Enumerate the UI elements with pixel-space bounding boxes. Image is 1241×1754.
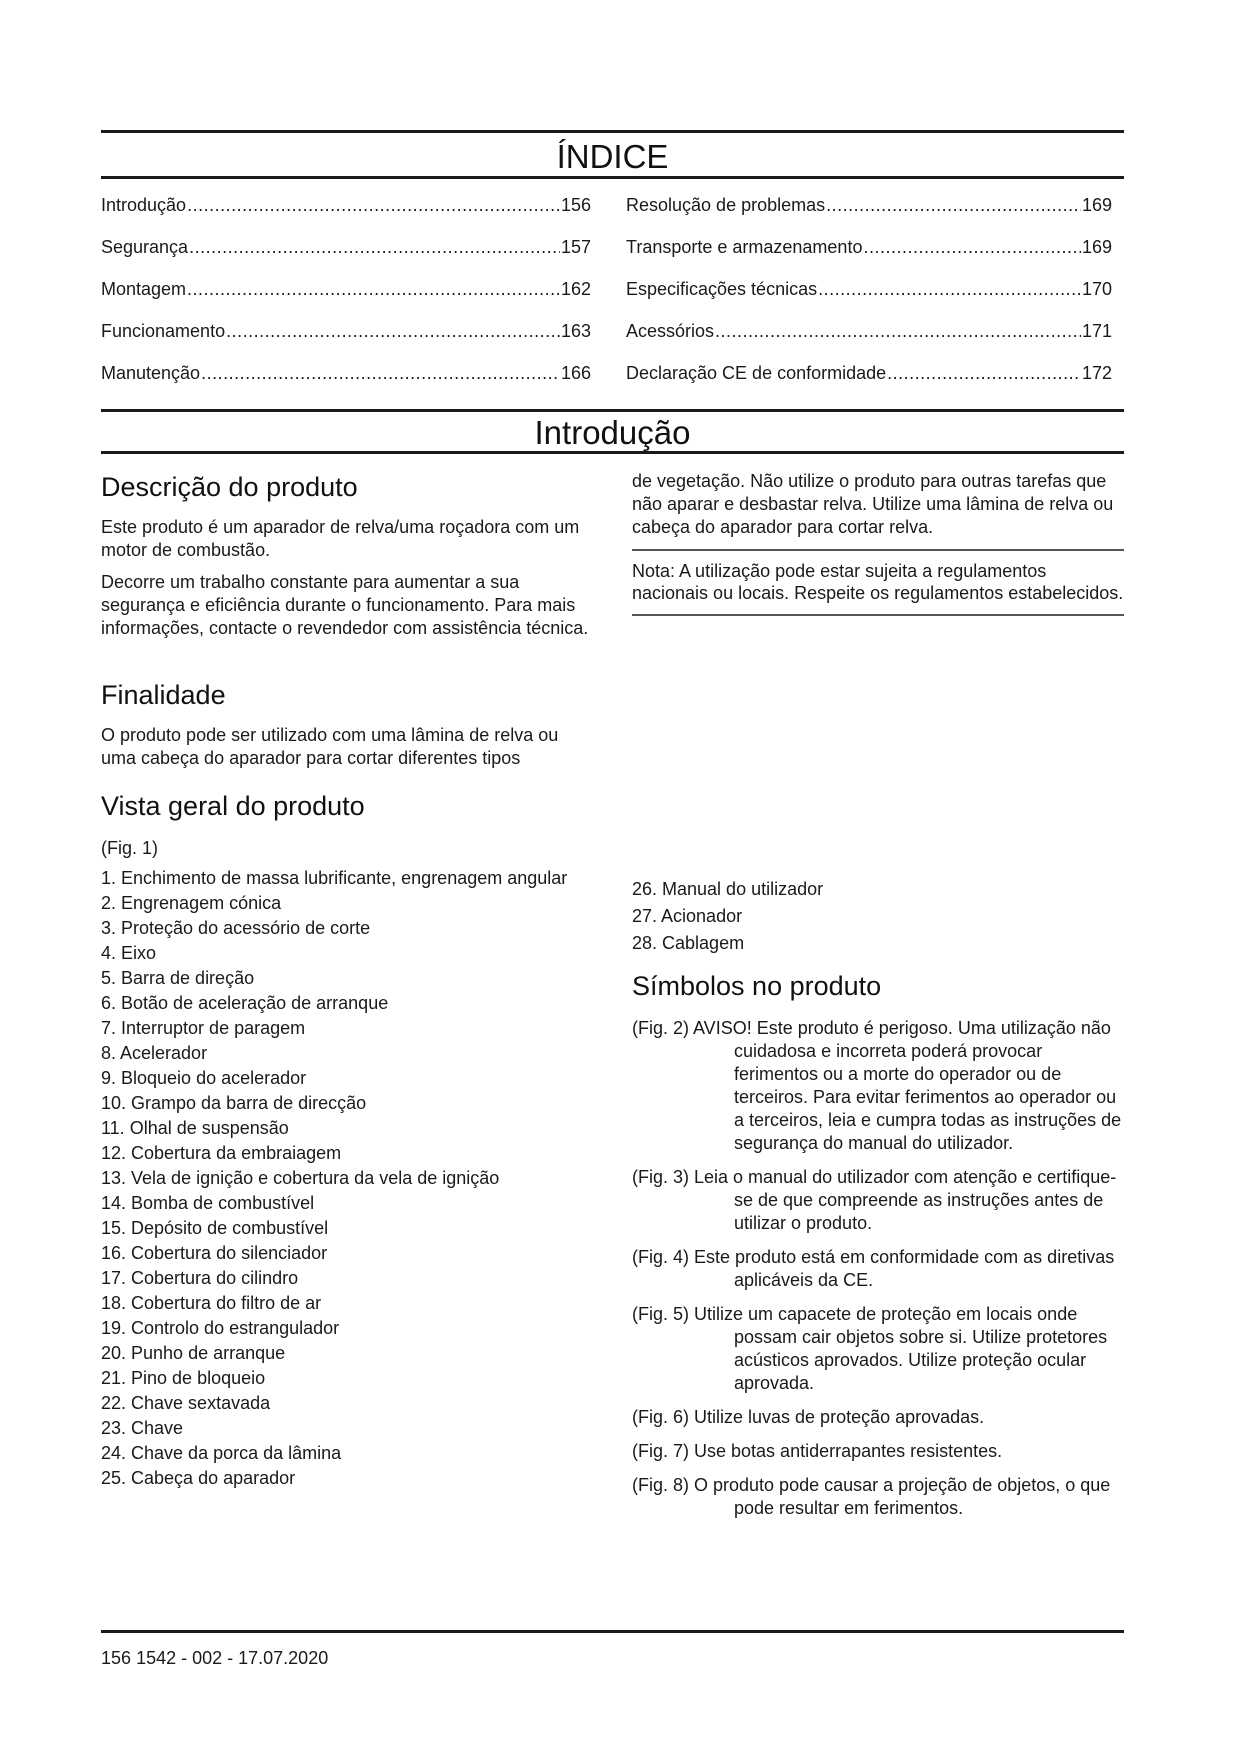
toc-entry[interactable]: Manutenção ..... 166: [101, 360, 591, 402]
product-overview-section: [101, 789, 593, 1492]
note-box: [632, 549, 1124, 616]
toc-entry[interactable]: Resolução de problemas ..... 169: [626, 192, 1112, 234]
list-item: 27. Acionador: [632, 906, 743, 926]
product-overview-heading: Vista geral do produto: [101, 791, 365, 821]
symbols-heading: Símbolos no produto: [632, 971, 882, 1001]
list-item: 15. Depósito de combustível: [101, 1218, 329, 1238]
purpose-continuation: [632, 470, 1124, 539]
toc-bottom-rule: [101, 176, 1124, 179]
toc-title: ÍNDICE: [556, 138, 669, 175]
list-item: 16. Cobertura do silenciador: [101, 1243, 328, 1263]
intro-top-rule: [101, 409, 1124, 412]
symbol-item-fig-8: (Fig. 8) O produto pode causar a projeção de objetos, o que pode resultar em ferimentos.: [632, 1475, 1111, 1518]
symbols-list: [632, 1017, 1122, 1520]
toc-entry[interactable]: Funcionamento ..... 163: [101, 318, 591, 360]
symbol-item-fig-2: (Fig. 2) AVISO! Este produto é perigoso. Uma utilização não cuidadosa e incorreta poderá provocar ferimentos ou a morte do operador ou de terceiros. Para evitar ferimentos ao operador ou a terceiros, leia e cumpra todas as instruções de segurança do manual do utilizador.: [632, 1018, 1122, 1153]
symbol-item-fig-4: (Fig. 4) Este produto está em conformidade com as diretivas aplicáveis da CE.: [632, 1247, 1115, 1290]
toc-entry[interactable]: Especificações técnicas ..... 170: [626, 276, 1112, 318]
list-item: 4. Eixo: [101, 943, 157, 963]
product-description-para-1: Este produto é um aparador de relva/uma roçadora com um motor de combustão.: [101, 517, 580, 560]
toc-entry[interactable]: Segurança ..... 157: [101, 234, 591, 276]
symbol-item-fig-7: (Fig. 7) Use botas antiderrapantes resistentes.: [632, 1441, 1003, 1461]
list-item: 7. Interruptor de paragem: [101, 1018, 306, 1038]
list-item: 6. Botão de aceleração de arranque: [101, 993, 389, 1013]
page-number: 156: [101, 1648, 132, 1668]
list-item: 10. Grampo da barra de direcção: [101, 1093, 367, 1113]
list-item: 17. Cobertura do cilindro: [101, 1268, 299, 1288]
list-item: 24. Chave da porca da lâmina: [101, 1443, 342, 1463]
list-item: 9. Bloqueio do acelerador: [101, 1068, 307, 1088]
product-description-section: [101, 470, 593, 640]
footer-rule: [101, 1630, 1124, 1633]
purpose-section: [101, 678, 593, 770]
toc-right-column: [626, 192, 1112, 402]
product-description-para-2: Decorre um trabalho constante para aumentar a sua segurança e eficiência durante o funcionamento. Para mais informações, contacte o revendedor com assistência técnica.: [101, 572, 589, 638]
page-footer: [101, 1646, 328, 1670]
toc-entry[interactable]: Transporte e armazenamento ..... 169: [626, 234, 1112, 276]
list-item: 26. Manual do utilizador: [632, 879, 824, 899]
toc-entry[interactable]: Introdução ..... 156: [101, 192, 591, 234]
list-item: 20. Punho de arranque: [101, 1343, 286, 1363]
toc-top-rule: [101, 130, 1124, 133]
purpose-para: O produto pode ser utilizado com uma lâmina de relva ou uma cabeça do aparador para cortar diferentes tipos: [101, 725, 559, 768]
list-item: 23. Chave: [101, 1418, 184, 1438]
toc-left-column: [101, 192, 591, 402]
list-item: 28. Cablagem: [632, 933, 745, 953]
list-item: 11. Olhal de suspensão: [101, 1118, 289, 1138]
list-item: 22. Chave sextavada: [101, 1393, 271, 1413]
overview-fig-ref: (Fig. 1): [101, 838, 159, 858]
intro-title: Introdução: [534, 414, 691, 451]
purpose-para-continued: de vegetação. Não utilize o produto para outras tarefas que não aparar e desbastar relva. Utilize uma lâmina de relva ou cabeça do aparador para cortar relva.: [632, 471, 1114, 537]
list-item: 21. Pino de bloqueio: [101, 1368, 266, 1388]
note-label: Nota:: [632, 561, 676, 581]
list-item: 12. Cobertura da embraiagem: [101, 1143, 342, 1163]
list-item: 8. Acelerador: [101, 1043, 208, 1063]
purpose-heading: Finalidade: [101, 680, 226, 710]
list-item: 19. Controlo do estrangulador: [101, 1318, 340, 1338]
list-item: 3. Proteção do acessório de corte: [101, 918, 371, 938]
symbol-item-fig-6: (Fig. 6) Utilize luvas de proteção aprovadas.: [632, 1407, 985, 1427]
list-item: 1. Enchimento de massa lubrificante, engrenagem angular: [101, 868, 568, 888]
list-item: 13. Vela de ignição e cobertura da vela de ignição: [101, 1168, 500, 1188]
toc-entry[interactable]: Montagem ..... 162: [101, 276, 591, 318]
list-item: 5. Barra de direção: [101, 968, 255, 988]
list-item: 14. Bomba de combustível: [101, 1193, 315, 1213]
toc-entry[interactable]: Acessórios ..... 171: [626, 318, 1112, 360]
parts-list-left: [101, 867, 593, 1490]
list-item: 25. Cabeça do aparador: [101, 1468, 296, 1488]
symbol-item-fig-3: (Fig. 3) Leia o manual do utilizador com atenção e certifique-se de que compreende as instruções antes de utilizar o produto.: [632, 1167, 1117, 1233]
document-reference: 1542 - 002 - 17.07.2020: [136, 1648, 329, 1668]
list-item: 2. Engrenagem cónica: [101, 893, 282, 913]
parts-list-right: [632, 878, 1122, 955]
symbol-item-fig-5: (Fig. 5) Utilize um capacete de proteção em locais onde possam cair objetos sobre si. Utilize protetores acústicos aprovados. Utilize proteção ocular aprovada.: [632, 1304, 1108, 1393]
note-text: A utilização pode estar sujeita a regulamentos nacionais ou locais. Respeite os regulamentos estabelecidos.: [632, 561, 1124, 603]
list-item: 18. Cobertura do filtro de ar: [101, 1293, 322, 1313]
toc-entry[interactable]: Declaração CE de conformidade ..... 172: [626, 360, 1112, 402]
intro-bottom-rule: [101, 451, 1124, 454]
product-overview-continued: [632, 878, 1122, 1520]
product-description-heading: Descrição do produto: [101, 472, 358, 502]
